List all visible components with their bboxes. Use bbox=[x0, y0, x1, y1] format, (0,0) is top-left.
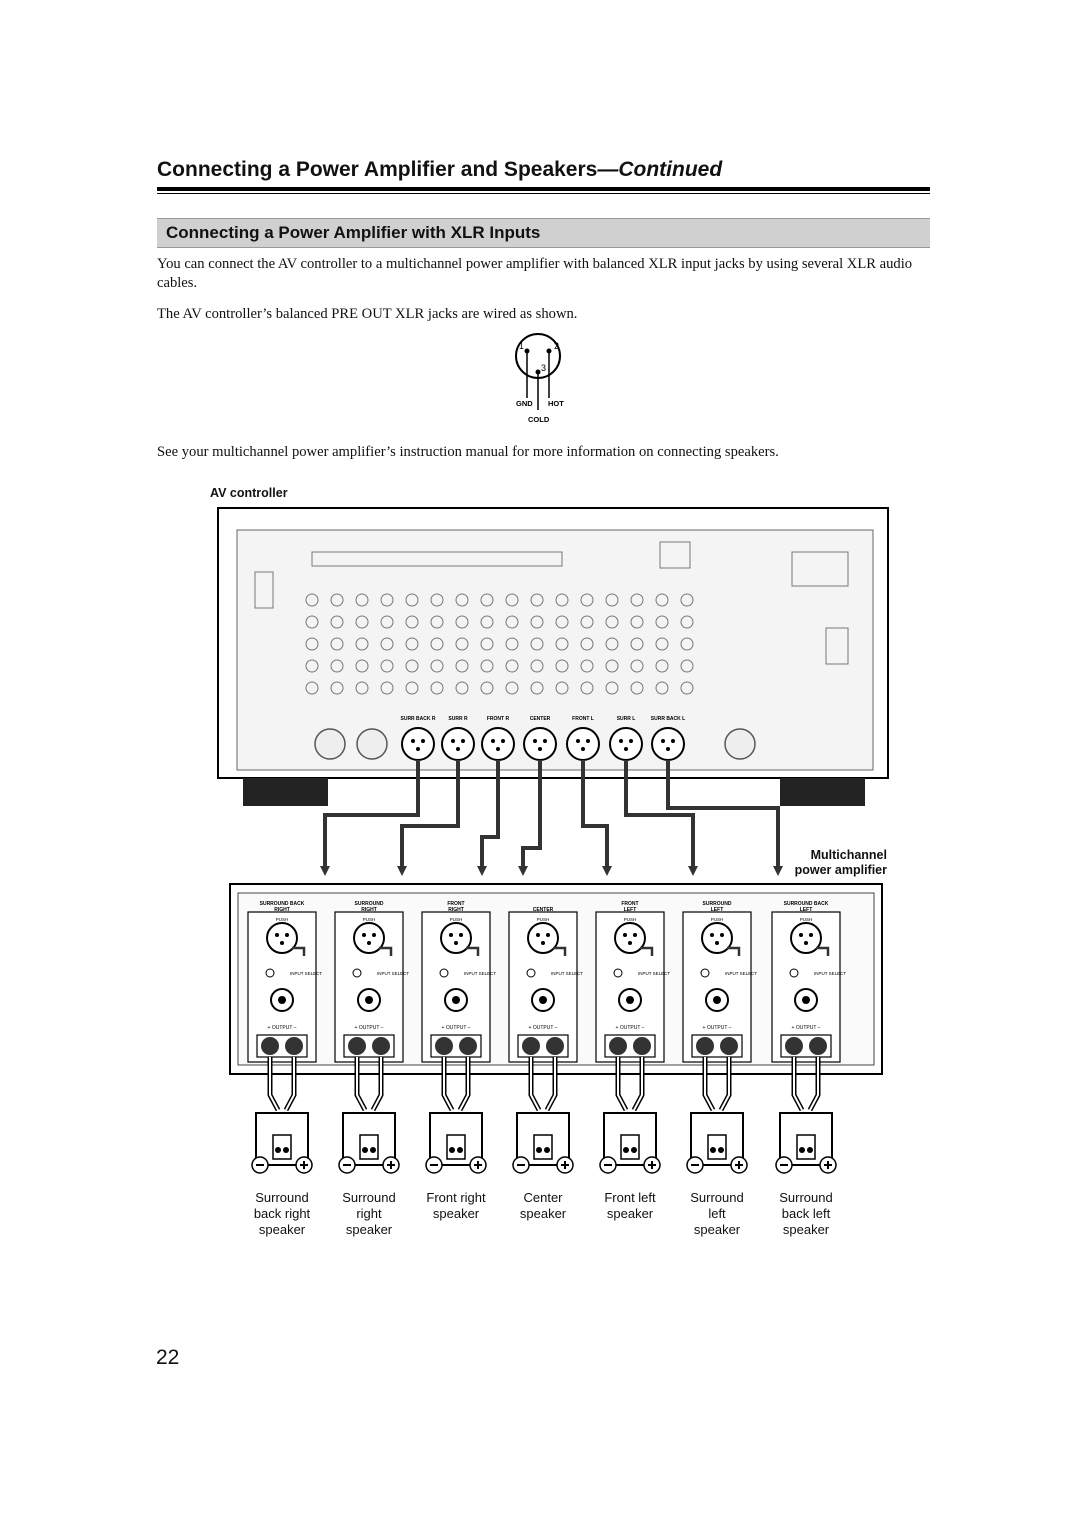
controller-output-label: SURR BACK L bbox=[650, 716, 686, 722]
speaker-terminal-negative[interactable] bbox=[372, 1037, 390, 1055]
controller-xlr-jack bbox=[482, 728, 514, 760]
speaker-terminal-negative[interactable] bbox=[720, 1037, 738, 1055]
amp-channel-label: SURROUND BACK bbox=[259, 901, 305, 907]
controller-xlr-jack bbox=[610, 728, 642, 760]
speaker-label: Center speaker bbox=[519, 1190, 567, 1221]
manual-paragraph: See your multichannel power amplifier’s instruction manual for more information on connecting speakers. bbox=[157, 444, 779, 460]
push-label: PUSH bbox=[536, 917, 550, 922]
push-label: PUSH bbox=[799, 917, 813, 922]
input-select-label: INPUT SELECT bbox=[464, 971, 497, 976]
xlr-cold: COLD bbox=[528, 415, 550, 424]
push-label: PUSH bbox=[362, 917, 376, 922]
controller-output-label: SURR L bbox=[616, 716, 636, 722]
output-label: + OUTPUT – bbox=[615, 1025, 645, 1031]
xlr-jack bbox=[725, 729, 755, 759]
controller-xlr-jack bbox=[402, 728, 434, 760]
push-label: PUSH bbox=[275, 917, 289, 922]
input-select-label: INPUT SELECT bbox=[814, 971, 847, 976]
cable-arrow bbox=[518, 866, 528, 876]
controller-output-label: CENTER bbox=[529, 716, 551, 722]
speaker-label: Front left speaker bbox=[604, 1190, 656, 1221]
output-label: + OUTPUT – bbox=[441, 1025, 471, 1031]
input-select-switch[interactable] bbox=[440, 969, 448, 977]
speaker-terminal-positive[interactable] bbox=[261, 1037, 279, 1055]
input-select-label: INPUT SELECT bbox=[377, 971, 410, 976]
speaker-terminal-positive[interactable] bbox=[609, 1037, 627, 1055]
input-select-switch[interactable] bbox=[353, 969, 361, 977]
speaker-label: Front right speaker bbox=[426, 1190, 486, 1221]
amp-channel-sublabel: RIGHT bbox=[274, 907, 290, 913]
wiring-paragraph: The AV controller’s balanced PRE OUT XLR jacks are wired as shown. bbox=[157, 306, 578, 322]
speaker-terminal-positive[interactable] bbox=[522, 1037, 540, 1055]
controller-xlr-jack bbox=[442, 728, 474, 760]
controller-output-label: FRONT L bbox=[572, 716, 594, 722]
cable-arrow bbox=[688, 866, 698, 876]
push-label: PUSH bbox=[710, 917, 724, 922]
xlr-hot: HOT bbox=[548, 399, 564, 408]
speaker-terminal-negative[interactable] bbox=[546, 1037, 564, 1055]
push-label: PUSH bbox=[449, 917, 463, 922]
amp-channel-sublabel: RIGHT bbox=[361, 907, 377, 913]
input-select-label: INPUT SELECT bbox=[551, 971, 584, 976]
cable-arrow bbox=[773, 866, 783, 876]
input-select-switch[interactable] bbox=[701, 969, 709, 977]
output-label: + OUTPUT – bbox=[267, 1025, 297, 1031]
speaker-terminal-positive[interactable] bbox=[435, 1037, 453, 1055]
controller-foot-left bbox=[243, 778, 328, 806]
amp-channel-sublabel: RIGHT bbox=[448, 907, 464, 913]
amp-channel-sublabel: LEFT bbox=[799, 907, 813, 913]
controller-xlr-jack bbox=[524, 728, 556, 760]
cable-arrow bbox=[602, 866, 612, 876]
amp-channel-label: FRONT bbox=[447, 901, 465, 907]
xlr-gnd: GND bbox=[516, 399, 533, 408]
input-select-switch[interactable] bbox=[790, 969, 798, 977]
amplifier-label: Multichannel power amplifier bbox=[794, 848, 887, 877]
speaker-terminal-negative[interactable] bbox=[809, 1037, 827, 1055]
amp-channel-label: SURROUND BACK bbox=[783, 901, 829, 907]
amp-channel-sublabel: LEFT bbox=[710, 907, 724, 913]
amp-channel-label: FRONT bbox=[621, 901, 639, 907]
controller-foot-right bbox=[780, 778, 865, 806]
input-select-label: INPUT SELECT bbox=[725, 971, 758, 976]
speaker-label: Surround right speaker bbox=[342, 1190, 396, 1237]
cable-arrow bbox=[397, 866, 407, 876]
cable-arrow bbox=[477, 866, 487, 876]
xlr-pin1: 1 bbox=[519, 341, 525, 351]
push-label: PUSH bbox=[623, 917, 637, 922]
speaker-terminal-negative[interactable] bbox=[285, 1037, 303, 1055]
speaker-terminal-negative[interactable] bbox=[633, 1037, 651, 1055]
amp-channel-sublabel: CENTER bbox=[532, 907, 554, 913]
title-continued: —Continued bbox=[597, 158, 723, 181]
page-title: Connecting a Power Amplifier and Speakers—Continued bbox=[157, 158, 723, 181]
controller-xlr-jack bbox=[567, 728, 599, 760]
output-label: + OUTPUT – bbox=[791, 1025, 821, 1031]
speaker-label: Surround back right speaker bbox=[253, 1190, 311, 1237]
controller-xlr-jack bbox=[652, 728, 684, 760]
section-heading: Connecting a Power Amplifier with XLR Inputs bbox=[166, 223, 541, 242]
output-label: + OUTPUT – bbox=[702, 1025, 732, 1031]
output-label: + OUTPUT – bbox=[528, 1025, 558, 1031]
xlr-pin2: 2 bbox=[554, 341, 560, 351]
speaker-label: Surround back left speaker bbox=[779, 1190, 833, 1237]
xlr-pin3: 3 bbox=[541, 363, 547, 373]
xlr-jack bbox=[315, 729, 345, 759]
input-select-switch[interactable] bbox=[266, 969, 274, 977]
xlr-jack bbox=[357, 729, 387, 759]
speaker-terminal-positive[interactable] bbox=[785, 1037, 803, 1055]
amp-channel-sublabel: LEFT bbox=[623, 907, 637, 913]
cable-arrow bbox=[320, 866, 330, 876]
controller-output-label: SURR R bbox=[448, 716, 468, 722]
input-select-switch[interactable] bbox=[614, 969, 622, 977]
amp-channel-label: SURROUND bbox=[702, 901, 732, 907]
input-select-label: INPUT SELECT bbox=[290, 971, 323, 976]
speaker-terminal-positive[interactable] bbox=[348, 1037, 366, 1055]
amp-channel-label: SURROUND bbox=[354, 901, 384, 907]
av-controller-label: AV controller bbox=[210, 486, 288, 500]
speaker-terminal-negative[interactable] bbox=[459, 1037, 477, 1055]
controller-output-label: FRONT R bbox=[486, 716, 510, 722]
page-number: 22 bbox=[156, 1346, 180, 1369]
controller-output-label: SURR BACK R bbox=[400, 716, 436, 722]
output-label: + OUTPUT – bbox=[354, 1025, 384, 1031]
input-select-label: INPUT SELECT bbox=[638, 971, 671, 976]
speaker-label: Surround left speaker bbox=[690, 1190, 744, 1237]
input-select-switch[interactable] bbox=[527, 969, 535, 977]
intro-paragraph: You can connect the AV controller to a multichannel power amplifier with balanced XLR input jacks by using several XLR audio cables. bbox=[157, 256, 913, 291]
speaker-terminal-positive[interactable] bbox=[696, 1037, 714, 1055]
